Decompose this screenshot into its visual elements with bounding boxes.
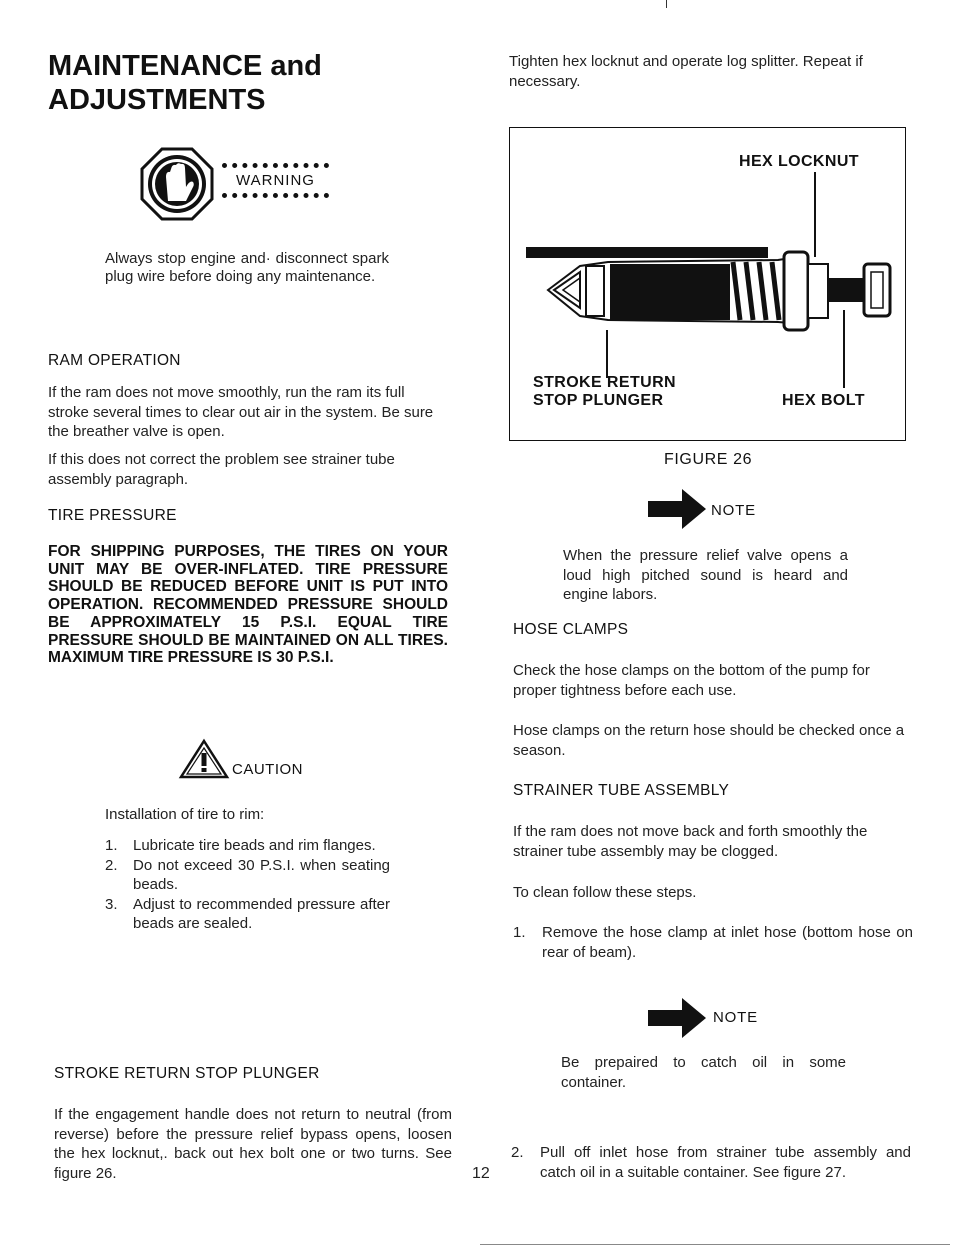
page-title-line2: ADJUSTMENTS <box>48 84 266 116</box>
list-item: 3. Adjust to recommended pressure after beads are sealed. <box>105 895 390 932</box>
strainer-para1: If the ram does not move back and forth smoothly the strainer tube assembly may be clogged. <box>513 823 868 860</box>
ram-operation-para2: If this does not correct the problem see strainer tube assembly paragraph. <box>48 451 395 488</box>
hose-clamps-para2: Hose clamps on the return hose should be checked once a season. <box>513 722 905 759</box>
hose-clamps-para1: Check the hose clamps on the bottom of the pump for proper tightness before each use. <box>513 662 870 699</box>
page-title <box>48 49 322 117</box>
note-label: NOTE <box>711 502 756 519</box>
warning-triangle-icon <box>178 738 230 780</box>
page-number: 12 <box>472 1165 490 1182</box>
note-text: When the pressure relief valve opens a loud high pitched sound is heard and engine labors. <box>563 547 848 603</box>
list-item: 1. Lubricate tire beads and rim flanges. <box>105 837 376 854</box>
note-text: Be prepaired to catch oil in some container. <box>561 1054 846 1091</box>
strainer-step-1: 1. Remove the hose clamp at inlet hose (bottom hose on rear of beam). <box>513 924 913 961</box>
note-label: NOTE <box>713 1009 758 1026</box>
ram-operation-heading: RAM OPERATION <box>48 352 181 369</box>
caution-label: CAUTION <box>232 761 303 778</box>
warning-label-box <box>222 163 329 198</box>
stroke-return-para: If the engagement handle does not return to neutral (from reverse) before the pressure relief bypass opens, loosen the hex locknut,. back out hex bolt one or two turns. See figure 26. <box>54 1106 452 1182</box>
caution-list <box>105 836 390 934</box>
arrow-right-icon <box>646 996 708 1040</box>
figure-caption: FIGURE 26 <box>664 451 753 468</box>
warning-label: WARNING <box>236 172 315 189</box>
tire-pressure-heading: TIRE PRESSURE <box>48 507 177 524</box>
leader-line-bolt <box>843 310 845 388</box>
stop-hand-icon <box>140 147 214 221</box>
ram-operation-para1: If the ram does not move smoothly, run the ram its full stroke several times to clear out air in the system. Be sure the breather valve is open. <box>48 384 434 440</box>
scan-mark <box>666 0 667 8</box>
leader-line-plunger <box>606 330 608 378</box>
scan-edge <box>480 1244 950 1245</box>
strainer-heading: STRAINER TUBE ASSEMBLY <box>513 782 730 799</box>
leader-line-locknut <box>814 172 816 257</box>
strainer-step-2: 2. Pull off inlet hose from strainer tube assembly and catch oil in a suitable container. See figure 27. <box>511 1144 911 1181</box>
tighten-instruction: Tighten hex locknut and operate log splitter. Repeat if necessary. <box>509 53 863 90</box>
strainer-para2: To clean follow these steps. <box>513 884 697 901</box>
hose-clamps-heading: HOSE CLAMPS <box>513 621 629 638</box>
plunger-illustration <box>518 240 898 340</box>
stroke-return-heading: STROKE RETURN STOP PLUNGER <box>54 1065 320 1082</box>
list-item: 2. Do not exceed 30 P.S.I. when seating beads. <box>105 856 390 893</box>
stroke-return-label: STROKE RETURN STOP PLUNGER <box>533 374 676 409</box>
tire-pressure-warning: FOR SHIPPING PURPOSES, THE TIRES ON YOUR UNIT MAY BE OVER-INFLATED. TIRE PRESSURE SHOULD BE REDUCED BEFORE UNIT IS PUT INTO OPERATION. RECOMMENDED PRESSURE SHOULD BE APPROXIMATELY 15 P.S.I. EQUAL TIRE PRESSURE SHOULD BE MAINTAINED ON ALL TIRES. MAXIMUM TIRE PRESSURE IS 30 P.S.I. <box>48 543 448 667</box>
arrow-right-icon <box>646 487 708 531</box>
caution-intro: Installation of tire to rim: <box>105 806 265 823</box>
page-title-line1: MAINTENANCE and <box>48 50 322 82</box>
hex-bolt-label: HEX BOLT <box>782 392 865 409</box>
warning-text: Always stop engine and· disconnect spark plug wire before doing any maintenance. <box>105 250 389 285</box>
hex-locknut-label: HEX LOCKNUT <box>739 153 859 170</box>
